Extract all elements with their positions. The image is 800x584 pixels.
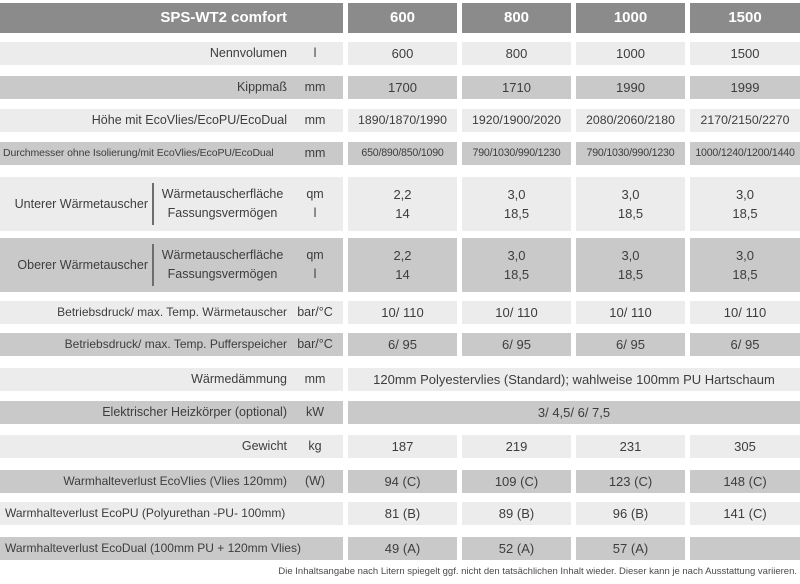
row-unit: l <box>313 45 317 60</box>
row-betriebsdruck-pufferspeicher <box>0 333 800 356</box>
value-cell: 650/890/850/1090 <box>348 142 457 165</box>
row-label: Oberer Wärmetauscher <box>17 257 148 272</box>
header-size-columns <box>348 3 800 33</box>
value-bottom: 18,5 <box>732 267 758 282</box>
row-values <box>348 502 800 525</box>
header-size-1500: 1500 <box>690 3 800 33</box>
header-size-1000: 1000 <box>576 3 685 33</box>
merged-value-cell: 3/ 4,5/ 6/ 7,5 <box>348 401 800 424</box>
row-unit: (W) <box>304 473 326 488</box>
row-label-cell <box>0 502 343 525</box>
value-cell: 6/ 95 <box>462 333 571 356</box>
row-label-cell <box>0 301 343 324</box>
row-unit: mm <box>304 145 326 160</box>
row-label: Elektrischer Heizkörper (optional) <box>102 404 287 419</box>
row-label-cell <box>0 76 343 99</box>
row-label: Kippmaß <box>236 79 287 94</box>
value-cell <box>576 177 685 231</box>
row-values <box>348 368 800 391</box>
value-cell: 141 (C) <box>690 502 800 525</box>
row-label: Warmhalteverlust EcoPU (Polyurethan -PU- 100mm) <box>5 505 286 520</box>
value-bottom: 18,5 <box>503 267 530 282</box>
sub-label-volume: Fassungsvermögen <box>167 267 278 281</box>
value-cell: 1000 <box>576 42 685 65</box>
product-title: SPS-WT2 comfort <box>160 8 287 26</box>
row-label-cell <box>0 333 343 356</box>
value-cell: 94 (C) <box>348 470 457 493</box>
value-cell: 1700 <box>348 76 457 99</box>
value-cell: 1920/1900/2020 <box>462 109 571 132</box>
row-label-cell <box>0 435 343 458</box>
value-bottom: 14 <box>395 267 410 282</box>
value-top: 2,2 <box>393 187 412 202</box>
value-cell: 1999 <box>690 76 800 99</box>
row-label: Betriebsdruck/ max. Temp. Wärmetauscher <box>57 304 287 319</box>
row-values <box>348 42 800 65</box>
vertical-divider <box>152 244 154 286</box>
row-units <box>287 185 343 223</box>
row-oberer-waermetauscher <box>0 238 800 292</box>
value-cell: 57 (A) <box>576 537 685 560</box>
row-unit: kg <box>308 438 322 453</box>
footnote: Die Inhaltsangabe nach Litern spiegelt ggf. nicht den tatsächlichen Inhalt wieder. Dieser kann je nach Ausstattung variieren. <box>278 566 797 577</box>
value-cell: 89 (B) <box>462 502 571 525</box>
row-warmhalteverlust-ecodual <box>0 537 800 560</box>
value-top: 3,0 <box>507 187 526 202</box>
row-hoehe <box>0 109 800 132</box>
row-values <box>348 177 800 231</box>
value-cell: 10/ 110 <box>576 301 685 324</box>
row-unit: mm <box>304 79 326 94</box>
row-label-cell <box>0 42 343 65</box>
row-values <box>348 470 800 493</box>
row-values <box>348 301 800 324</box>
value-cell: 109 (C) <box>462 470 571 493</box>
value-bottom: 18,5 <box>617 267 644 282</box>
row-label: Betriebsdruck/ max. Temp. Pufferspeicher <box>64 336 287 351</box>
row-values <box>348 109 800 132</box>
row-unit: mm <box>304 371 326 386</box>
value-cell <box>690 238 800 292</box>
value-cell: 148 (C) <box>690 470 800 493</box>
value-top: 3,0 <box>735 187 755 202</box>
value-cell: 1890/1870/1990 <box>348 109 457 132</box>
row-label-cell <box>0 238 343 292</box>
row-durchmesser <box>0 142 800 165</box>
value-cell: 1000/1240/1200/1440 <box>690 142 800 165</box>
header-size-800: 800 <box>462 3 571 33</box>
value-cell <box>462 177 571 231</box>
row-values <box>348 537 800 560</box>
value-cell: 2080/2060/2180 <box>576 109 685 132</box>
sub-label-volume: Fassungsvermögen <box>167 206 278 220</box>
unit-volume: l <box>313 206 317 220</box>
row-label: Nennvolumen <box>209 45 287 60</box>
row-units <box>287 246 343 284</box>
header-size-600: 600 <box>348 3 457 33</box>
value-cell: 800 <box>462 42 571 65</box>
unit-area: qm <box>306 248 324 262</box>
row-waermedaemmung <box>0 368 800 391</box>
merged-value-cell: 120mm Polyestervlies (Standard); wahlweise 100mm PU Hartschaum <box>348 368 800 391</box>
header-product-cell <box>0 3 343 33</box>
vertical-divider <box>152 183 154 225</box>
value-cell: 1710 <box>462 76 571 99</box>
value-cell: 10/ 110 <box>348 301 457 324</box>
row-label-cell <box>0 537 343 560</box>
value-cell: 81 (B) <box>348 502 457 525</box>
row-label-cell <box>0 109 343 132</box>
row-values <box>348 333 800 356</box>
row-label: Warmhalteverlust EcoVlies (Vlies 120mm) <box>63 473 287 488</box>
value-bottom: 18,5 <box>503 206 530 221</box>
value-bottom: 18,5 <box>732 206 758 221</box>
value-cell: 600 <box>348 42 457 65</box>
value-cell: 790/1030/990/1230 <box>576 142 685 165</box>
row-kippmass <box>0 76 800 99</box>
value-cell: 6/ 95 <box>690 333 800 356</box>
row-unit: kW <box>305 404 325 419</box>
row-gewicht <box>0 435 800 458</box>
value-cell <box>576 238 685 292</box>
value-cell: 219 <box>462 435 571 458</box>
row-label: Wärmedämmung <box>191 371 287 386</box>
value-top: 2,2 <box>393 248 412 263</box>
table-header-row <box>0 3 800 33</box>
value-cell: 6/ 95 <box>576 333 685 356</box>
row-label-cell <box>0 142 343 165</box>
value-top: 3,0 <box>621 187 640 202</box>
row-label: Durchmesser ohne Isolierung/mit EcoVlies/EcoPU/EcoDual <box>3 146 274 159</box>
sub-labels <box>158 246 287 284</box>
row-values <box>348 76 800 99</box>
row-unit: mm <box>304 112 326 127</box>
row-label-cell <box>0 177 343 231</box>
unit-volume: l <box>313 267 317 281</box>
value-cell: 10/ 110 <box>690 301 800 324</box>
sub-labels <box>158 185 287 223</box>
value-top: 3,0 <box>507 248 526 263</box>
row-unit: bar/°C <box>297 304 333 319</box>
row-unterer-waermetauscher <box>0 177 800 231</box>
row-label-cell <box>0 401 343 424</box>
value-cell: 790/1030/990/1230 <box>462 142 571 165</box>
row-values <box>348 435 800 458</box>
value-cell: 1990 <box>576 76 685 99</box>
value-cell: 231 <box>576 435 685 458</box>
value-cell: 2170/2150/2270 <box>690 109 800 132</box>
value-cell: 305 <box>690 435 800 458</box>
value-cell: 1500 <box>690 42 800 65</box>
value-top: 3,0 <box>621 248 640 263</box>
row-unit: bar/°C <box>297 336 333 351</box>
row-nennvolumen <box>0 42 800 65</box>
row-label: Unterer Wärmetauscher <box>14 196 148 211</box>
row-label-cell <box>0 470 343 493</box>
value-cell: 6/ 95 <box>348 333 457 356</box>
row-betriebsdruck-waermetauscher <box>0 301 800 324</box>
row-label: Höhe mit EcoVlies/EcoPU/EcoDual <box>91 112 287 127</box>
row-values <box>348 238 800 292</box>
value-cell: 123 (C) <box>576 470 685 493</box>
row-label: Warmhalteverlust EcoDual (100mm PU + 120mm Vlies) <box>5 540 301 555</box>
sub-label-area: Wärmetauscherfläche <box>161 187 284 201</box>
sub-label-area: Wärmetauscherfläche <box>161 248 284 262</box>
unit-area: qm <box>306 187 324 201</box>
row-values <box>348 401 800 424</box>
row-warmhalteverlust-ecopu <box>0 502 800 525</box>
value-cell <box>690 177 800 231</box>
row-label-cell <box>0 368 343 391</box>
value-bottom: 14 <box>395 206 410 221</box>
value-cell: 49 (A) <box>348 537 457 560</box>
value-cell <box>348 177 457 231</box>
row-warmhalteverlust-ecovlies <box>0 470 800 493</box>
row-label: Gewicht <box>241 438 287 453</box>
value-cell <box>690 537 800 560</box>
row-elektrischer-heizkoerper <box>0 401 800 424</box>
spec-table <box>0 3 800 577</box>
value-cell: 96 (B) <box>576 502 685 525</box>
value-cell <box>462 238 571 292</box>
value-bottom: 18,5 <box>617 206 644 221</box>
value-cell: 10/ 110 <box>462 301 571 324</box>
value-top: 3,0 <box>735 248 755 263</box>
value-cell <box>348 238 457 292</box>
value-cell: 187 <box>348 435 457 458</box>
value-cell: 52 (A) <box>462 537 571 560</box>
row-values <box>348 142 800 165</box>
